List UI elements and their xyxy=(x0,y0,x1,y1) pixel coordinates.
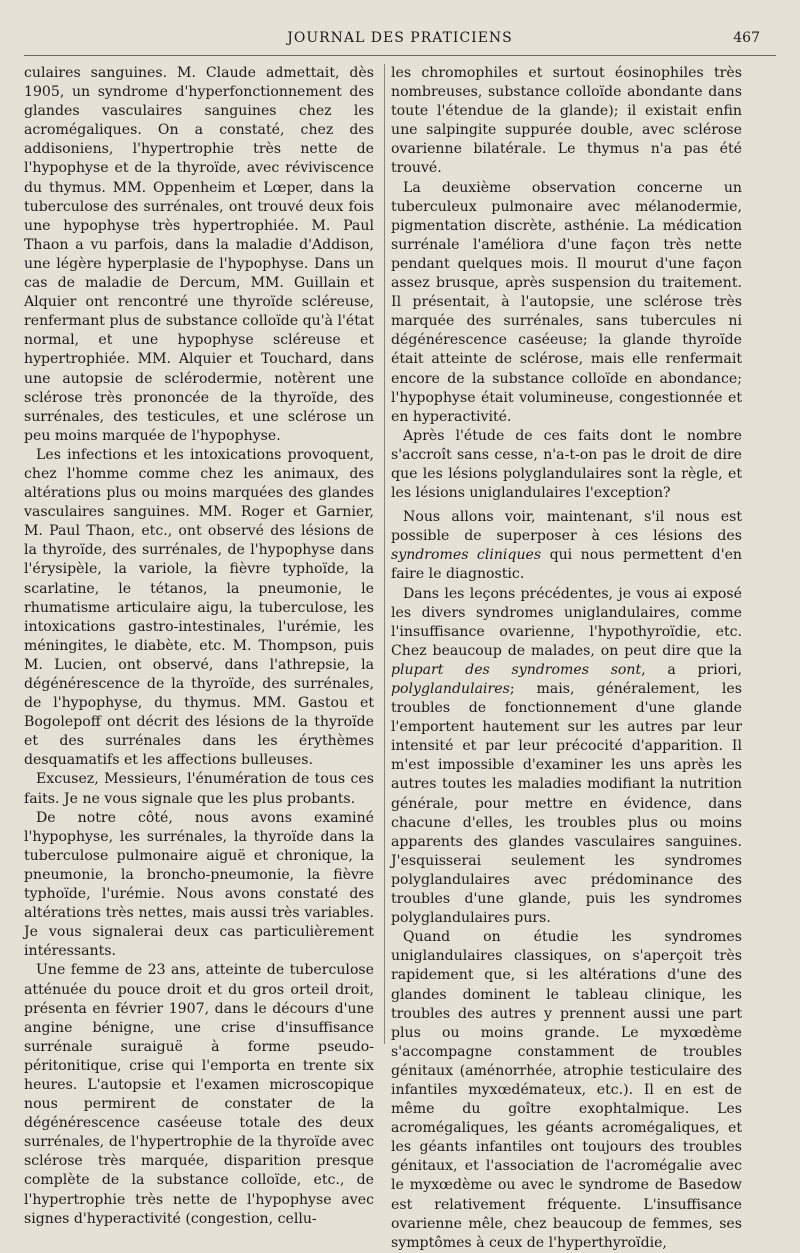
right-column xyxy=(391,64,742,1253)
paragraph: Une femme de 23 ans, atteinte de tuberculose atténuée du pouce droit et du gros orteil droit, présenta en février 1907, dans le décours d'une angine bénigne, une crise d'insuffisance surrénale suraiguë à forme pseudo-péritonitique, crise qui l'emporta en trente six heures. L'autopsie et l'examen microscopique nous permirent de constater de la dégénérescence caséeuse totale des deux surrénales, de l'hypertrophie de la thyroïde avec sclérose très marquée, disparition presque complète de la substance colloïde, etc., de l'hypertrophie très nette de l'hypophyse avec signes d'hyperactivité (congestion, cellu- xyxy=(24,962,374,1227)
text-run: Nous allons voir, maintenant, s'il nous est possible de superposer à ces lésions des xyxy=(391,509,742,545)
paragraph: Quand on étudie les syndromes uniglandulaires classiques, on s'aperçoit très rapidement que, si les altérations d'une des glandes dominent le tableau clinique, les troubles des autres y prennent aussi une part plus ou moins grande. Le myxœdème s'accompagne constamment de troubles génitaux (aménorrhée, atrophie testiculaire des infantiles myxœdémateux, etc.). Il en est de même du goître exophtalmique. Les acromégaliques, les géants acromégaliques, et les géants infantiles ont toujours des troubles génitaux, et l'association de l'acromégalie avec le myxœdème ou avec le syndrome de Basedow est relativement fréquente. L'insuffisance ovarienne mêle, chez beaucoup de femmes, ses symptômes à ceux de l'hyperthyroïdie, xyxy=(391,929,742,1251)
text-run: Dans les leçons précédentes, je vous ai exposé les divers syndromes uniglandulaires, comme l'insuffisance ovarienne, l'hypothyroïdie, etc. Chez beaucoup de malades, on peut dire que la xyxy=(391,585,742,659)
text-run: qui nous permettent d'en faire le diagnostic. xyxy=(391,547,742,583)
text-run: , a priori, xyxy=(641,661,742,678)
paragraph xyxy=(391,585,742,929)
paragraph: les chromophiles et surtout éosinophiles très nombreuses, substance colloïde abondante dans toute l'étendue de la glande); il existait enfin une salpingite suppurée double, avec sclérose ovarienne bilatérale. Le thymus n'a pas été trouvé. xyxy=(391,65,742,177)
paragraph xyxy=(391,508,742,584)
paragraph: culaires sanguines. M. Claude admettait, dès 1905, un syndrome d'hyperfonctionnement des glandes vasculaires sanguines chez les acromégaliques. On a constaté, chez des addisoniens, l'hypertrophie très nette de l'hypophyse et de la thyroïde, avec réviviscence du thymus. MM. Oppenheim et Lœper, dans la tuberculose des surrénales, ont trouvé deux fois une hypophyse très hypertrophiée. M. Paul Thaon a vu parfois, dans la maladie d'Addison, une légère hyperplasie de l'hypophyse. Dans un cas de maladie de Dercum, MM. Guillain et Alquier ont rencontré une thyroïde scléreuse, renfermant plus de substance colloïde qu'à l'état normal, et une hypophyse scléreuse et hypertrophiée. MM. Alquier et Touchard, dans une autopsie de sclérodermie, notèrent une sclérose très prononcée de la thyroïde, des surrénales, des testicules, et une sclérose un peu moins marquée de l'hypophyse. xyxy=(24,65,374,444)
italic-run: polyglandulaires xyxy=(391,681,510,697)
running-header xyxy=(0,28,800,50)
left-column xyxy=(24,64,374,1229)
page-number: 467 xyxy=(733,30,760,46)
header-rule xyxy=(24,55,776,56)
journal-title: JOURNAL DES PRATICIENS xyxy=(287,30,513,46)
paragraph: De notre côté, nous avons examiné l'hypophyse, les surrénales, la thyroïde dans la tuberculose pulmonaire aiguë et chronique, la pneumonie, la broncho-pneumonie, la fièvre typhoïde, l'urémie. Nous avons constaté des altérations très nettes, mais aussi très variables. Je vous signalerai deux cas particulièrement intéressants. xyxy=(24,809,374,960)
italic-run: plupart des syndromes sont xyxy=(391,661,642,678)
paragraph: La deuxième observation concerne un tuberculeux pulmonaire avec mélanodermie, pigmentation discrète, asthénie. La médication surrénale l'améliora d'une façon très nette pendant quelques mois. Il mourut d'une façon assez brusque, après suspension du traitement. Il présentait, à l'autopsie, une sclérose très marquée des surrénales, sans tubercules ni dégénérescence caséeuse; la glande thyroïde était atteinte de sclérose, mais elle renfermait encore de la substance colloïde en abondance; l'hypophyse était volumineuse, congestionnée et en hyperactivité. xyxy=(391,179,742,425)
paragraph: Après l'étude de ces faits dont le nombre s'accroît sans cesse, n'a-t-on pas le droit de dire que les lésions polyglandulaires sont la règle, et les lésions uniglandulaires l'exception? xyxy=(391,427,742,502)
paragraph: Excusez, Messieurs, l'énumération de tous ces faits. Je ne vous signale que les plus probants. xyxy=(24,771,374,807)
italic-run: syndromes cliniques xyxy=(391,547,542,564)
paragraph: Les infections et les intoxications provoquent, chez l'homme comme chez les animaux, des altérations plus ou moins marquées des glandes vasculaires sanguines. MM. Roger et Garnier, M. Paul Thaon, etc., ont observé des lésions de la thyroïde, des surrénales, de l'hypophyse dans l'érysipèle, la variole, la fièvre typhoïde, la scarlatine, le tétanos, la pneumonie, le rhumatisme articulaire aigu, la tuberculose, les intoxications gastro-intestinales, l'urémie, les méningites, le diabète, etc. M. Thompson, puis M. Lucien, ont observé, dans l'athrepsie, la dégénérescence de la thyroïde, des surrénales, de l'hypophyse, du thymus. MM. Gastou et Bogolepoff ont décrit des lésions de la thyroïde et des surrénales dans les érythèmes desquamatifs et les affections bulleuses. xyxy=(24,446,374,769)
text-run: ; mais, généralement, les troubles de fonctionnement d'une glande l'emportent hautement sur les autres par leur intensité et par leur précocité d'apparition. Il m'est impossible d'examiner les uns après les autres toutes les maladies modifiant la nutrition générale, pour mettre en évidence, dans chacune d'elles, les troubles plus ou moins apparents des glandes vasculaires sanguines. J'esquisserai seulement les syndromes polyglandulaires avec prédominance des troubles d'une glande, puis les syndromes polyglandulaires purs. xyxy=(391,681,742,927)
column-divider xyxy=(384,64,385,1044)
